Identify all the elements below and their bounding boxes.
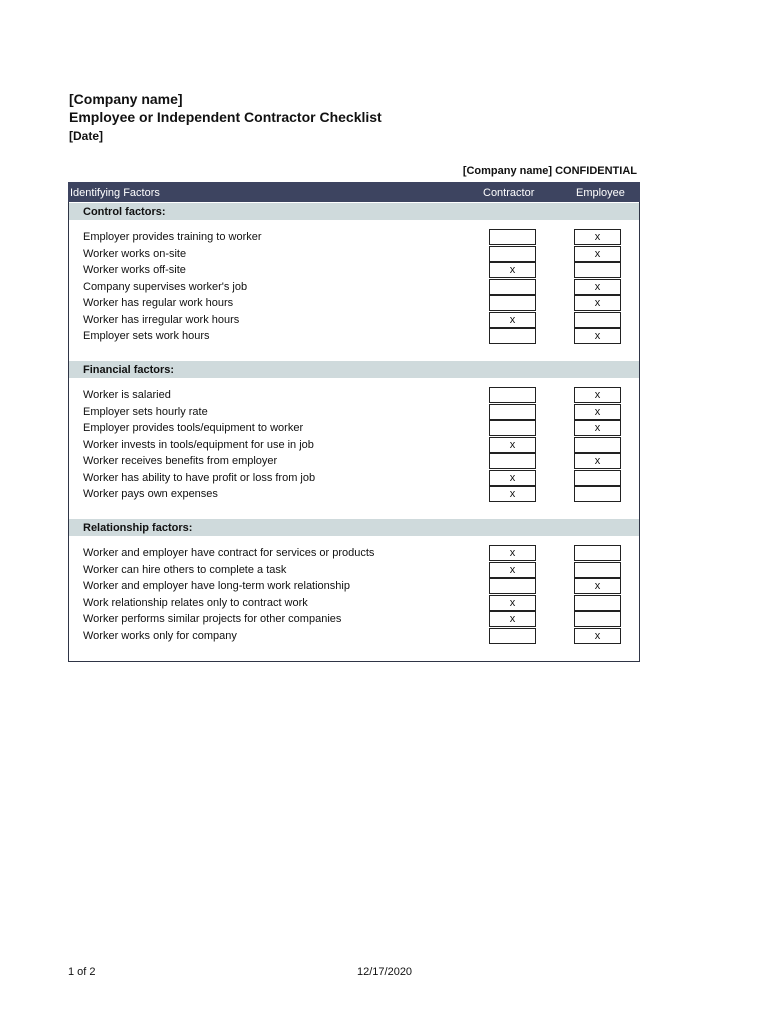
contractor-checkbox[interactable]: x xyxy=(489,486,536,502)
factor-label: Worker is salaried xyxy=(83,389,171,401)
employee-checkbox[interactable] xyxy=(574,595,621,611)
employee-checkbox[interactable] xyxy=(574,486,621,502)
factor-label: Employer provides tools/equipment to worker xyxy=(83,422,304,434)
employee-checkbox[interactable]: x xyxy=(574,404,621,420)
contractor-checkbox[interactable] xyxy=(489,229,536,245)
contractor-checkbox[interactable] xyxy=(489,578,536,594)
employee-checkbox[interactable] xyxy=(574,611,621,627)
employee-checkbox[interactable] xyxy=(574,470,621,486)
contractor-checkbox[interactable] xyxy=(489,387,536,403)
employee-checkbox[interactable]: x xyxy=(574,453,621,469)
print-date: 12/17/2020 xyxy=(357,966,413,978)
factor-label: Worker performs similar projects for other companies xyxy=(83,613,342,625)
contractor-checkbox[interactable]: x xyxy=(489,470,536,486)
employee-checkbox[interactable]: x xyxy=(574,387,621,403)
contractor-checkbox[interactable] xyxy=(489,328,536,344)
factor-label: Worker has regular work hours xyxy=(83,297,234,309)
contractor-checkbox[interactable] xyxy=(489,453,536,469)
employee-checkbox[interactable] xyxy=(574,437,621,453)
factor-label: Worker can hire others to complete a task xyxy=(83,563,287,576)
section-label: Control factors: xyxy=(83,206,166,218)
employee-checkbox[interactable]: x xyxy=(574,420,621,436)
employee-checkbox[interactable]: x xyxy=(574,295,621,311)
contractor-checkbox[interactable]: x xyxy=(489,312,536,328)
contractor-checkbox[interactable] xyxy=(489,279,536,295)
section-header xyxy=(69,203,639,220)
page-number: 1 of 2 xyxy=(68,966,96,978)
contractor-checkbox[interactable]: x xyxy=(489,545,536,561)
section-header xyxy=(69,519,639,536)
employee-checkbox[interactable] xyxy=(574,562,621,578)
factor-label: Employer sets work hours xyxy=(83,330,210,342)
factor-label: Worker pays own expenses xyxy=(83,488,218,500)
factor-label: Worker and employer have contract for services or products xyxy=(83,547,375,559)
section-label: Relationship factors: xyxy=(83,522,193,534)
employee-checkbox[interactable]: x xyxy=(574,246,621,262)
document-date: [Date] xyxy=(69,129,104,143)
confidential-label: [Company name] CONFIDENTIAL xyxy=(462,165,637,177)
contractor-checkbox[interactable] xyxy=(489,246,536,262)
employee-checkbox[interactable] xyxy=(574,312,621,328)
factor-label: Worker has ability to have profit or loss from job xyxy=(83,471,316,484)
employee-checkbox[interactable]: x xyxy=(574,279,621,295)
section-header xyxy=(69,361,639,378)
employee-checkbox[interactable] xyxy=(574,262,621,278)
contractor-checkbox[interactable]: x xyxy=(489,562,536,578)
document-title: Employee or Independent Contractor Checklist xyxy=(69,109,382,125)
column-header-contractor: Contractor xyxy=(483,187,535,199)
factor-label: Worker receives benefits from employer xyxy=(83,455,278,467)
contractor-checkbox[interactable] xyxy=(489,420,536,436)
column-header-employee: Employee xyxy=(576,187,625,199)
factor-label: Company supervises worker's job xyxy=(83,280,248,293)
factor-label: Worker works only for company xyxy=(83,629,237,642)
contractor-checkbox[interactable] xyxy=(489,295,536,311)
factor-label: Work relationship relates only to contract work xyxy=(83,596,308,609)
contractor-checkbox[interactable]: x xyxy=(489,262,536,278)
contractor-checkbox[interactable]: x xyxy=(489,437,536,453)
employee-checkbox[interactable]: x xyxy=(574,628,621,644)
factor-label: Worker works off-site xyxy=(83,264,186,276)
contractor-checkbox[interactable] xyxy=(489,404,536,420)
factor-label: Employer provides training to worker xyxy=(83,231,262,243)
employee-checkbox[interactable]: x xyxy=(574,578,621,594)
contractor-checkbox[interactable] xyxy=(489,628,536,644)
contractor-checkbox[interactable]: x xyxy=(489,595,536,611)
column-header-factors: Identifying Factors xyxy=(70,187,160,199)
contractor-checkbox[interactable]: x xyxy=(489,611,536,627)
section-label: Financial factors: xyxy=(83,364,175,376)
company-name: [Company name] xyxy=(69,91,183,107)
table-header xyxy=(68,182,640,202)
employee-checkbox[interactable]: x xyxy=(574,328,621,344)
factor-label: Worker and employer have long-term work relationship xyxy=(83,580,350,592)
factor-label: Employer sets hourly rate xyxy=(83,405,208,418)
factor-label: Worker works on-site xyxy=(83,247,187,260)
factor-label: Worker invests in tools/equipment for use in job xyxy=(83,438,314,451)
employee-checkbox[interactable]: x xyxy=(574,229,621,245)
factor-label: Worker has irregular work hours xyxy=(83,313,240,326)
employee-checkbox[interactable] xyxy=(574,545,621,561)
